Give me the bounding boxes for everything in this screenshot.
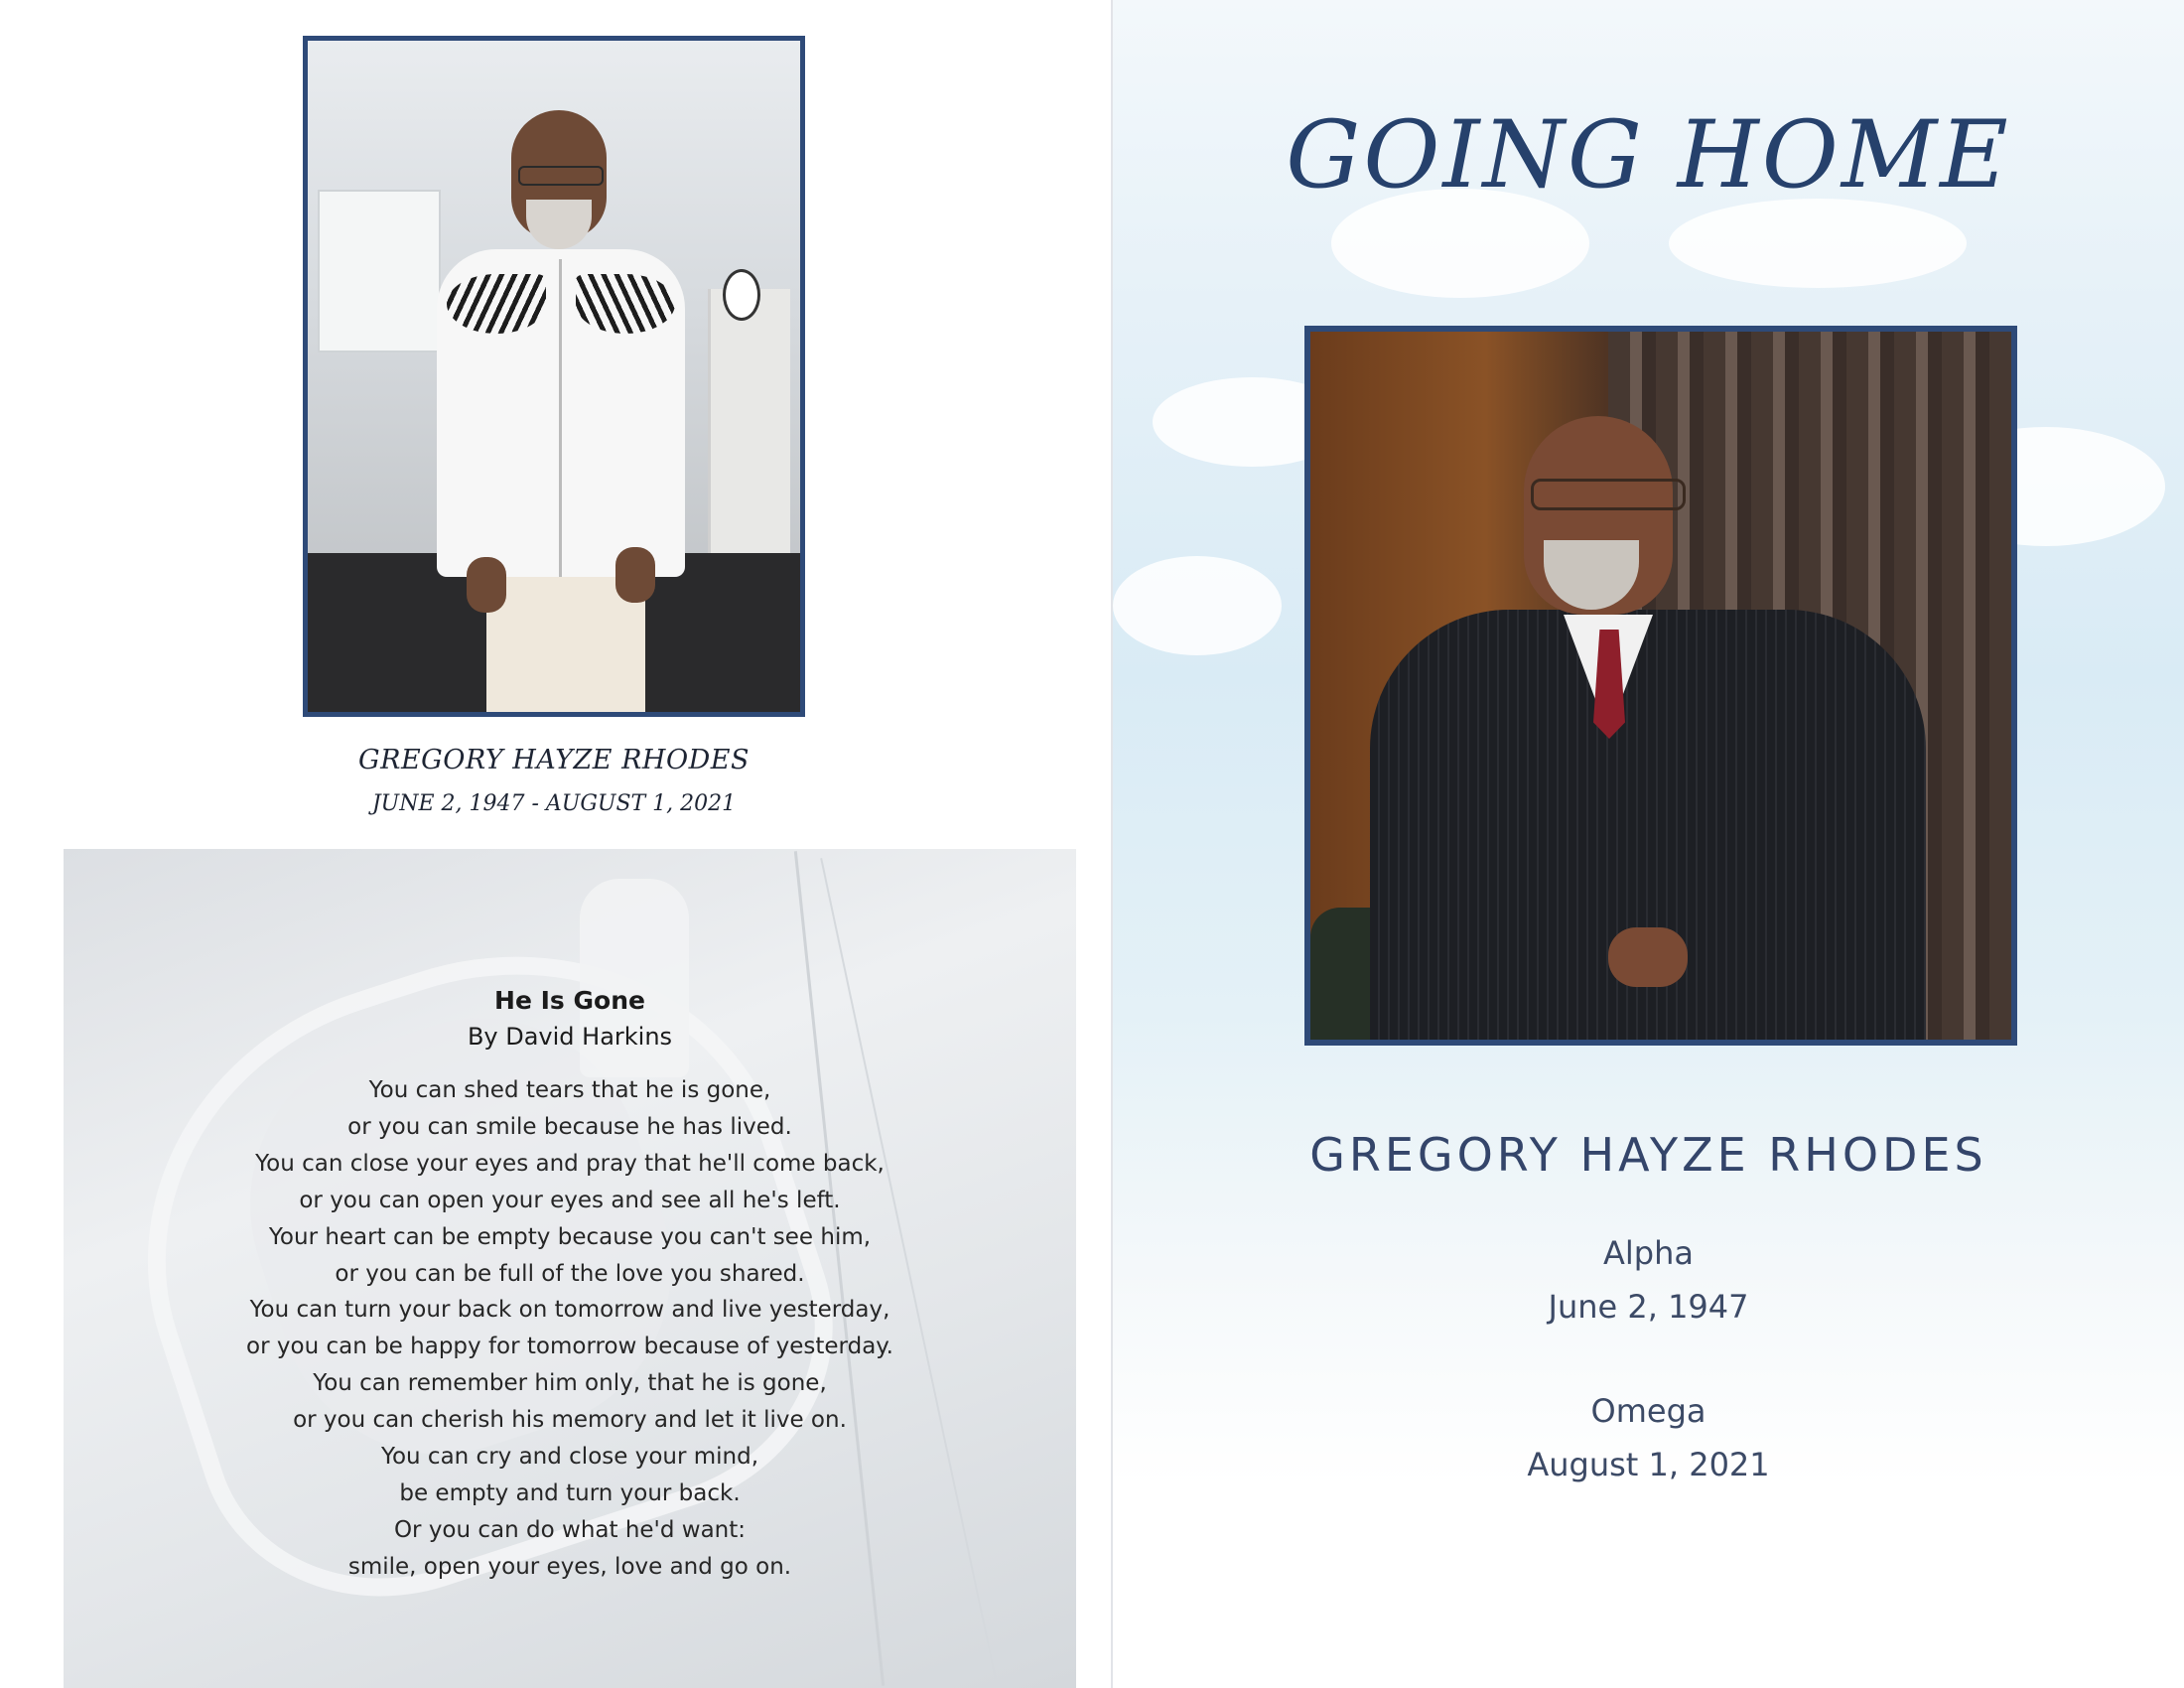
clock-icon <box>723 269 760 321</box>
poem-title: He Is Gone <box>494 986 645 1015</box>
poem-line: or you can cherish his memory and let it live on. <box>293 1407 847 1434</box>
photo-shelf <box>708 289 790 587</box>
portrait-photo-kitchen <box>303 36 805 717</box>
cover-name: GREGORY HAYZE RHODES <box>1309 1128 1987 1182</box>
sky-cloud <box>1669 199 1967 288</box>
poem-line: You can remember him only, that he is gone, <box>313 1370 827 1397</box>
sky-cloud <box>1113 556 1282 655</box>
poem-line: You can shed tears that he is gone, <box>368 1077 771 1103</box>
poem-line: be empty and turn your back. <box>399 1479 741 1506</box>
portrait-photo-suit <box>1304 326 2017 1046</box>
photo-subject <box>427 100 695 717</box>
birth-date: June 2, 1947 <box>1548 1288 1749 1326</box>
alpha-label: Alpha <box>1603 1234 1694 1272</box>
poem <box>64 983 1076 1586</box>
omega-label: Omega <box>1590 1392 1706 1430</box>
poem-line: or you can open your eyes and see all he's left. <box>299 1187 841 1213</box>
death-date: August 1, 2021 <box>1527 1446 1770 1483</box>
poem-line: or you can be full of the love you shared. <box>335 1260 805 1287</box>
poem-line: You can close your eyes and pray that he'll come back, <box>255 1150 885 1177</box>
poem-line: You can turn your back on tomorrow and live yesterday, <box>249 1297 890 1324</box>
death-info <box>1113 1384 2184 1491</box>
photo-caption-name: GREGORY HAYZE RHODES <box>358 745 750 775</box>
poem-line: or you can be happy for tomorrow because of yesterday. <box>246 1334 893 1360</box>
poem-line: Your heart can be empty because you can't see him, <box>268 1223 872 1250</box>
photo-caption-dates: JUNE 2, 1947 - AUGUST 1, 2021 <box>371 791 737 816</box>
poem-author: By David Harkins <box>467 1023 673 1051</box>
photo-window <box>318 190 441 352</box>
poem-line: smile, open your eyes, love and go on. <box>347 1553 792 1580</box>
cover-page <box>1113 0 2184 1688</box>
birth-info <box>1113 1226 2184 1334</box>
photo-subject <box>1310 332 2017 1046</box>
poem-line: Or you can do what he'd want: <box>393 1516 747 1543</box>
poem-line: or you can smile because he has lived. <box>347 1113 792 1140</box>
cover-heading: GOING HOME <box>1286 101 2011 210</box>
poem-line: You can cry and close your mind, <box>380 1444 759 1471</box>
